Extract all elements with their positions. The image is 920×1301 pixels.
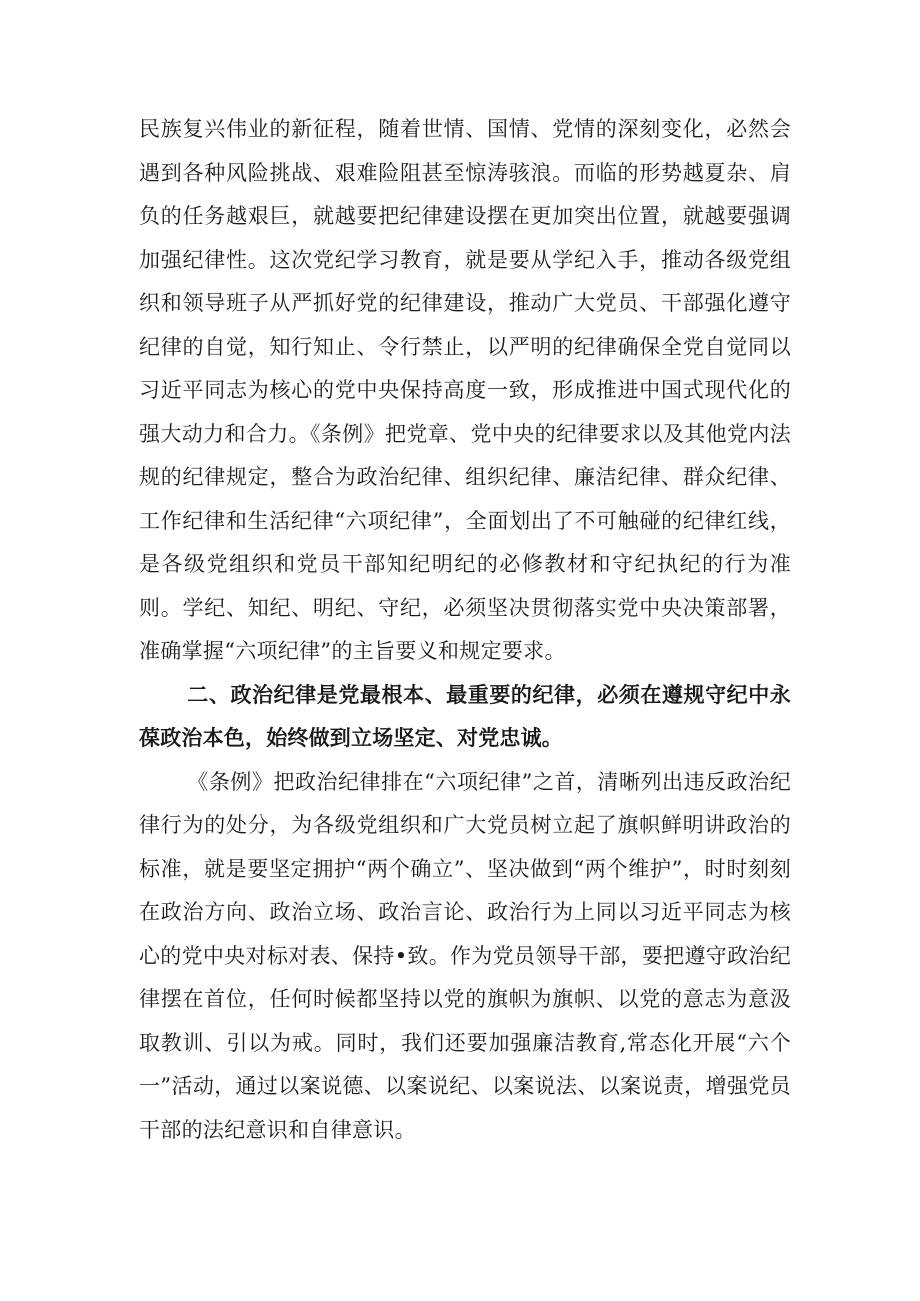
section-heading-political-discipline: 二、政治纪律是党最根本、最重要的纪律，必须在遵规守纪中永葆政治本色，始终做到立场坚定、对党忠诚。 [139, 682, 791, 750]
document-body [139, 108, 791, 1152]
body-paragraph-political-discipline: 《条例》把政治纪律排在“六项纪律”之首，清晰列出违反政治纪律行为的处分，为各级党组织和广大党员树立起了旗帜鲜明讲政治的标准，就是要坚定拥护“两个确立”、坚决做到“两个维护”，时时刻刻在政治方向、政治立场、政治言论、政治行为上同以习近平同志为核心的党中央对标对表、保持•致。作为党员领导干部，要把遵守政治纪律摆在首位，任何时候都坚持以党的旗帜为旗帜、以党的意志为意汲取教训、引以为戒。同时，我们还要加强廉洁教育,常态化开展“六个一”活动，通过以案说德、以案说纪、以案说法、以案说责，增强党员干部的法纪意识和自律意识。 [139, 769, 791, 1142]
body-paragraph-continuation: 民族复兴伟业的新征程，随着世情、国情、党情的深刻变化，必然会遇到各种风险挑战、艰难险阻甚至惊涛骇浪。而临的形势越夏杂、肩负的任务越艰巨，就越要把纪律建设摆在更加突出位置，就越要强调加强纪律性。这次党纪学习教育，就是要从学纪入手，推动各级党组织和领导班子从严抓好党的纪律建设，推动广大党员、干部强化遵守纪律的自觉，知行知止、令行禁止，以严明的纪律确保全党自觉同以习近平同志为核心的党中央保持高度一致，形成推进中国式现代化的强大动力和合力。《条例》把党章、党中央的纪律要求以及其他党内法规的纪律规定，整合为政治纪律、组织纪律、廉洁纪律、群众纪律、工作纪律和生活纪律“六项纪律”，全面划出了不可触碰的纪律红线，是各级党组织和党员干部知纪明纪的必修教材和守纪执纪的行为准则。学纪、知纪、明纪、守纪，必须坚决贯彻落实党中央决策部署，准确掌握“六项纪律”的主旨要义和规定要求。 [139, 117, 791, 663]
